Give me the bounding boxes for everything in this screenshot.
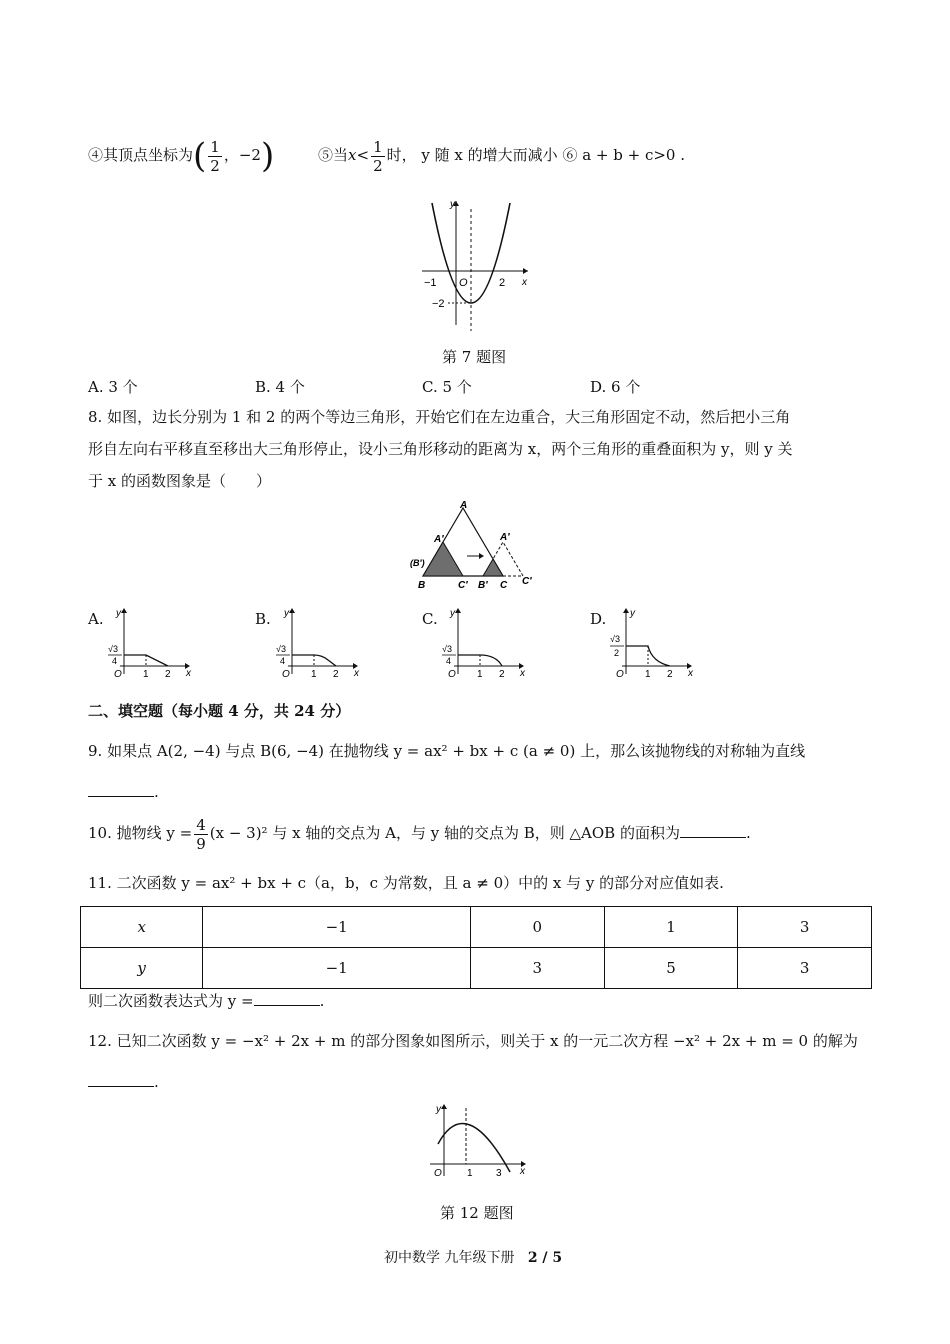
graph-d-label-sqrt3: √3 (610, 634, 620, 644)
graph-b-y-arrow (289, 608, 295, 613)
graph-d-label-o: O (616, 669, 624, 680)
q12-label-y: y (436, 1104, 441, 1115)
move-arrowhead (479, 553, 484, 559)
q8-graph-d (606, 604, 696, 680)
table-cell: −1 (203, 948, 471, 989)
q11-table (80, 906, 872, 989)
q8-line1: 8. 如图，边长分别为 1 和 2 的两个等边三角形，开始它们在左边重合，大三角形固定不动，然后把小三角 (88, 408, 791, 426)
graph-b-label-x: x (354, 668, 359, 679)
graph-d-svg (606, 604, 696, 680)
q8-graph-c (438, 604, 528, 680)
graph-c-label-o: O (448, 669, 456, 680)
graph-a-label-x: x (186, 668, 191, 679)
q7-vertex-frac (208, 138, 222, 175)
q11-period: . (319, 992, 325, 1010)
graph-b-label-o: O (282, 669, 290, 680)
table-cell: 0 (471, 907, 605, 948)
graph-b-label-2: 2 (333, 669, 339, 680)
graph-c-label-4: 4 (446, 656, 452, 666)
label-B: B (418, 580, 426, 591)
graph-c-label-1: 1 (477, 669, 483, 680)
q12-label-1: 1 (467, 1168, 473, 1179)
q12-label-x: x (520, 1166, 525, 1177)
q12-label-3: 3 (496, 1168, 502, 1179)
q9-answer-blank[interactable] (88, 782, 154, 797)
q12-period: . (154, 1073, 159, 1091)
graph-a-svg (104, 604, 194, 680)
graph-d-label-1: 1 (645, 669, 651, 680)
q7-item5-suffix: 时， (386, 146, 417, 164)
q11-after-text: 则二次函数表达式为 y = (88, 992, 254, 1010)
q12-figure-caption: 第 12 题图 (440, 1204, 514, 1222)
q12-graph (424, 1100, 534, 1182)
q7-item5-lt: < (356, 146, 370, 164)
q10-frac (194, 816, 208, 853)
q7-option-b[interactable]: B. 4 个 (255, 378, 305, 396)
q8-option-d[interactable]: D. (590, 610, 607, 628)
graph-c-label-2: 2 (499, 669, 505, 680)
q7-item5-prefix: ⑤当 (318, 146, 349, 164)
label-x: x (522, 277, 527, 288)
q8-option-b[interactable]: B. (255, 610, 271, 628)
q8-line3: 于 x 的函数图象是（ ） (88, 472, 271, 490)
label-y: y (450, 199, 455, 210)
q7-item5-frac (371, 138, 385, 175)
label-B2: B′ (478, 580, 488, 591)
graph-d-y-arrow (623, 608, 629, 613)
table-cell: 3 (471, 948, 605, 989)
label-C: C (500, 580, 508, 591)
graph-a-label-sqrt3: √3 (108, 644, 118, 654)
q12-text: 12. 已知二次函数 y = −x² + 2x + m 的部分图象如图所示，则关于 x 的一元二次方程 −x² + 2x + m = 0 的解为 (88, 1032, 858, 1050)
table-row (81, 907, 872, 948)
q7-item5-var: x (348, 146, 357, 164)
q7-vertex-den: 2 (210, 156, 220, 175)
table-cell: 1 (604, 907, 738, 948)
graph-a-y-arrow (121, 608, 127, 613)
q12-parabola (438, 1124, 510, 1172)
table-cell: 5 (604, 948, 738, 989)
q8-graph-a (104, 604, 194, 680)
graph-b-label-y: y (284, 608, 289, 619)
graph-d-label-2b: 2 (667, 669, 673, 680)
table-cell: y (81, 948, 203, 989)
q9-answer-line (88, 782, 159, 801)
q7-vertex-y: −2 (238, 146, 261, 164)
q8-option-a[interactable]: A. (88, 610, 104, 628)
q10-frac-den: 9 (196, 834, 206, 853)
q10-prefix: 10. 抛物线 y = (88, 824, 193, 842)
q7-item5-den: 2 (373, 156, 383, 175)
q9-text: 9. 如果点 A(2, −4) 与点 B(6, −4) 在抛物线 y = ax² + bx + c (a ≠ 0) 上，那么该抛物线的对称轴为直线 (88, 742, 806, 760)
q7-option-a[interactable]: A. 3 个 (88, 378, 138, 396)
graph-d-label-x: x (688, 668, 693, 679)
graph-d-label-y: y (630, 608, 635, 619)
graph-a-label-4: 4 (112, 656, 118, 666)
overlap-triangle (483, 559, 503, 576)
label-A1: A′ (434, 534, 444, 545)
table-cell: −1 (203, 907, 471, 948)
q7-item5 (318, 132, 685, 178)
q11-after (88, 990, 324, 1011)
small-triangle-start (423, 542, 463, 576)
graph-a-label-y: y (116, 608, 121, 619)
graph-d-label-2: 2 (614, 648, 620, 658)
q7-item4-prefix: ④其顶点坐标为 (88, 146, 194, 164)
q8-triangles (410, 498, 540, 594)
q7-option-c[interactable]: C. 5 个 (422, 378, 472, 396)
x-arrow (523, 268, 528, 274)
table-row (81, 948, 872, 989)
label-B1: (B′) (410, 558, 425, 568)
q7-item5-num: 1 (373, 137, 383, 156)
q12-answer-blank[interactable] (88, 1072, 154, 1087)
label-C1: C′ (458, 580, 468, 591)
graph-c-svg (438, 604, 528, 680)
table-cell: x (81, 907, 203, 948)
graph-c-label-sqrt3: √3 (442, 644, 452, 654)
graph-c-y-arrow (455, 608, 461, 613)
graph-a-label-1: 1 (143, 669, 149, 680)
footer-text: 初中数学 九年级下册 (384, 1250, 515, 1266)
label-origin: O (459, 277, 468, 289)
q10-period: . (745, 824, 751, 842)
q7-vertex-num: 1 (210, 137, 220, 156)
q11-answer-blank[interactable] (254, 991, 320, 1006)
graph-a-label-2: 2 (165, 669, 171, 680)
q10-expr: (x − 3)² 与 x 轴的交点为 A，与 y 轴的交点为 B，则 △AOB 的面积为 (209, 824, 680, 842)
q8-option-c[interactable]: C. (422, 610, 438, 628)
q10-frac-num: 4 (196, 815, 206, 834)
q11-text: 11. 二次函数 y = ax² + bx + c（a，b，c 为常数，且 a ≠ 0）中的 x 与 y 的部分对应值如表. (88, 874, 724, 892)
graph-b-svg (272, 604, 362, 680)
label-neg1: −1 (424, 277, 437, 289)
graph-b-label-4: 4 (280, 656, 286, 666)
page-number: 2 / 5 (527, 1250, 563, 1266)
section2-title: 二、填空题（每小题 4 分，共 24 分） (88, 702, 351, 720)
q12-label-o: O (434, 1168, 442, 1179)
q8-figure (410, 498, 540, 594)
page-footer (384, 1247, 562, 1267)
q8-graph-b (272, 604, 362, 680)
q7-figure (410, 195, 540, 335)
q7-item5-text: y 随 x 的增大而减小 (421, 146, 558, 164)
q7-option-d[interactable]: D. 6 个 (590, 378, 641, 396)
label-2: 2 (499, 277, 506, 289)
label-neg2: −2 (432, 298, 445, 310)
graph-b-label-1: 1 (311, 669, 317, 680)
graph-b-label-sqrt3: √3 (276, 644, 286, 654)
q12-y-arrow (441, 1104, 447, 1109)
q7-figure-caption: 第 7 题图 (442, 348, 507, 366)
q12-figure (424, 1100, 534, 1182)
table-cell: 3 (738, 948, 872, 989)
q12-answer-line (88, 1072, 159, 1091)
q8-line2: 形自左向右平移直至移出大三角形停止，设小三角形移动的距离为 x，两个三角形的重叠面积为 y，则 y 关 (88, 440, 793, 458)
right-paren: ) (260, 136, 275, 176)
q10-line (88, 810, 751, 856)
graph-c-label-x: x (520, 668, 525, 679)
q7-items-line: ④其顶点坐标为( $\frac{1}{2}$ ，−2) (88, 136, 275, 176)
label-A2: A′ (500, 532, 510, 543)
q7-parabola-graph (410, 195, 540, 335)
left-paren: ( (193, 136, 207, 176)
label-C2: C′ (522, 576, 532, 587)
q7-item6: ⑥ a + b + c>0 . (562, 146, 686, 164)
table-cell: 3 (738, 907, 872, 948)
graph-a-label-o: O (114, 669, 122, 680)
graph-c-label-y: y (450, 608, 455, 619)
q10-answer-blank[interactable] (680, 823, 746, 838)
label-A: A (460, 500, 468, 511)
q9-period: . (154, 783, 159, 801)
